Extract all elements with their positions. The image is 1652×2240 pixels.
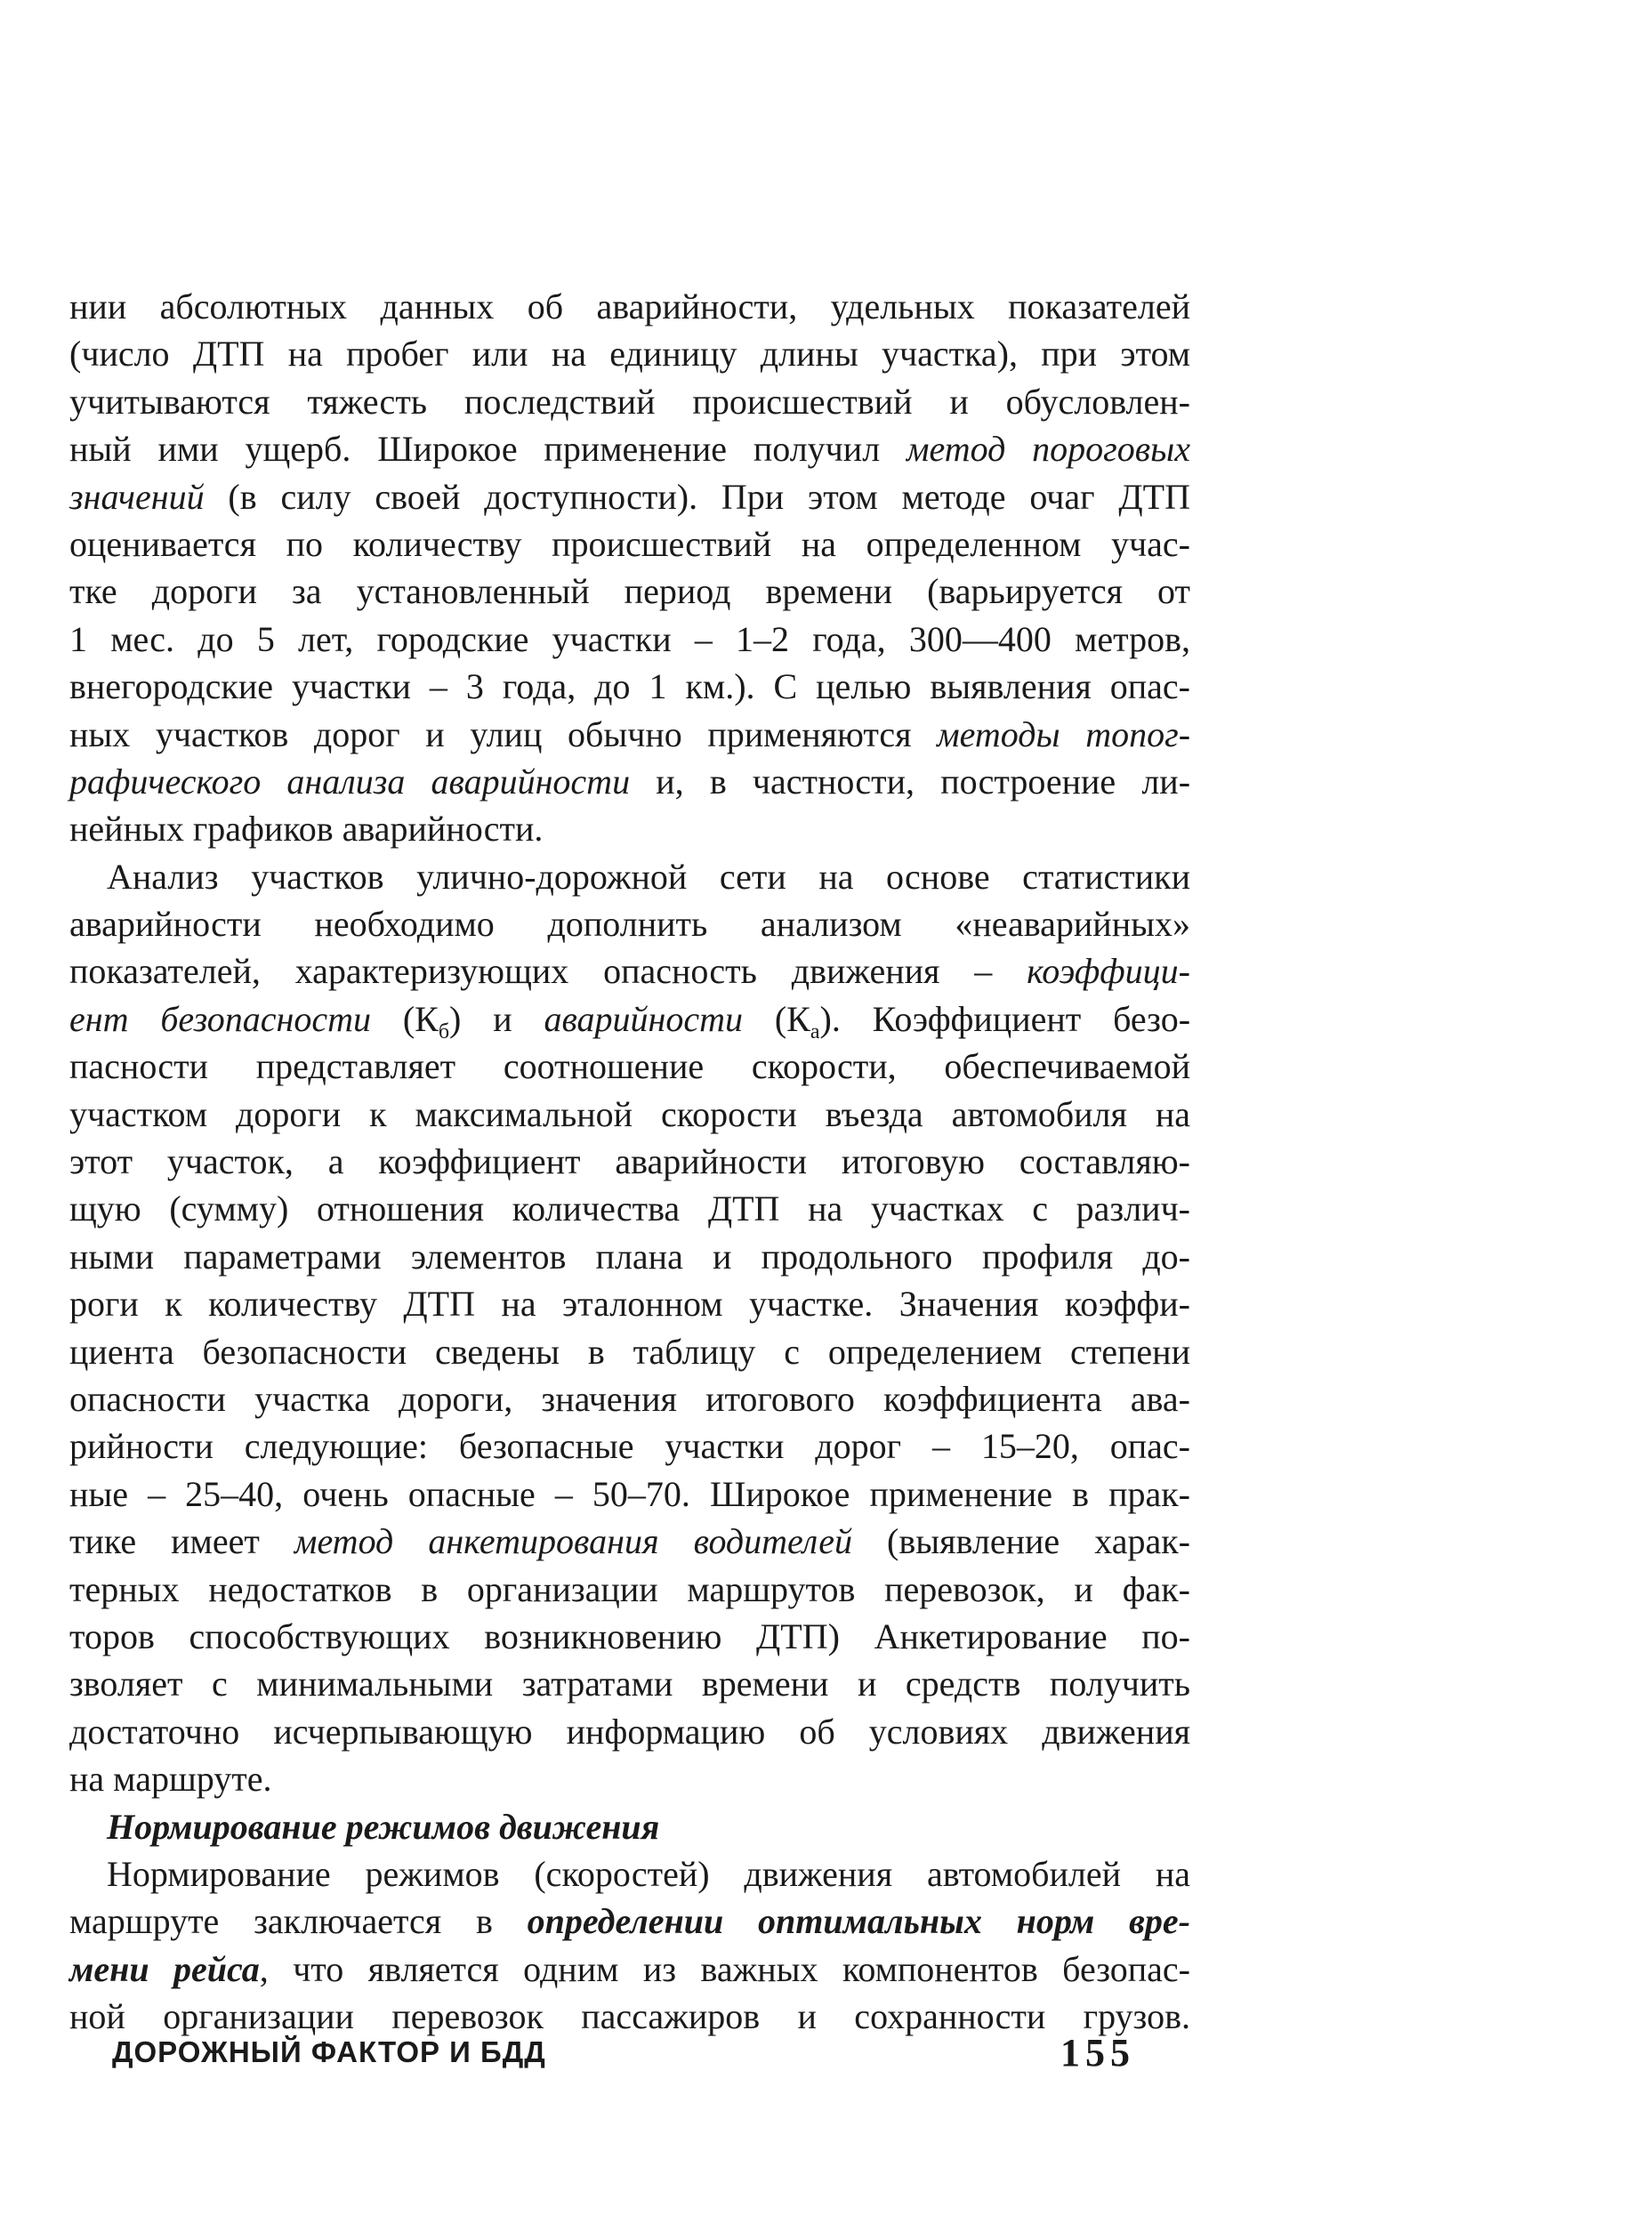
italic-term: ент безопасности [69,998,371,1039]
text-line: оценивается по количеству происшествий на определенном учас- [69,523,1190,564]
text-run: ных участков дорог и улиц обычно применяются [69,713,938,754]
text-line: участком дороги к максимальной скорости въезда автомобиля на [69,1093,1190,1134]
text-line: (число ДТП на пробег или на единицу длины участка), при этом [69,334,1190,375]
paragraph-2 [69,853,1190,1803]
text-line: ной организации перевозок пассажиров и сохранности грузов. [69,1996,1190,2037]
text-line: опасности участка дороги, значения итогового коэффициента ава- [69,1378,1190,1419]
text-line: учитываются тяжесть последствий происшествий и обусловлен- [69,381,1190,422]
page-number: 155 [1060,2031,1135,2075]
italic-term: методы топог- [937,713,1191,754]
text-line [69,711,1190,758]
text-line: этот участок, а коэффициент аварийности итоговую составляю- [69,1141,1190,1182]
italic-term: аварийности [544,998,744,1039]
italic-term: метод анкетирования водителей [294,1521,852,1562]
text-run: ). Коэффициент безо- [819,998,1191,1039]
bold-italic-term: определении оптимальных норм вре- [527,1901,1190,1942]
text-line: терных недостатков в организации маршрутов перевозок, и фак- [69,1568,1190,1609]
bold-italic-term: мени рейса [69,1948,260,1989]
text-line: щую (сумму) отношения количества ДТП на участках с различ- [69,1188,1190,1229]
subscript: а [810,1019,820,1043]
text-line [69,1898,1190,1945]
text-run: (К [370,998,439,1039]
text-line: достаточно исчерпывающую информацию об условиях движения [69,1711,1190,1752]
text-run: (в силу своей доступности). При этом методе очаг ДТП [204,476,1190,517]
text-run: (выявление харак- [851,1521,1190,1562]
text-run: (К [743,998,810,1039]
text-line: 1 мес. до 5 лет, городские участки – 1–2 года, 300—400 метров, [69,618,1190,659]
text-run: показателей, характеризующих опасность движения – [69,951,1027,992]
body-text [69,283,1190,2040]
italic-term: значений [69,476,205,517]
text-line: циента безопасности сведены в таблицу с определением степени [69,1331,1190,1372]
italic-term: коэффици- [1027,951,1190,992]
text-line [69,425,1190,472]
text-line [69,758,1190,805]
text-run: ный ими ущерб. Широкое применение получил [69,429,907,470]
text-line: роги к количеству ДТП на эталонном участке. Значения коэффи- [69,1284,1190,1325]
text-line: тке дороги за установленный период времени (варьируется от [69,571,1190,612]
text-line: Нормирование режимов (скоростей) движения автомобилей на [107,1853,1190,1894]
text-run: ) и [449,998,544,1039]
text-line [69,947,1190,995]
text-run: тике имеет [69,1521,294,1562]
text-line [69,1518,1190,1565]
section-heading: Нормирование режимов движения [107,1806,660,1847]
text-run: маршруте заключается в [69,1901,528,1942]
text-run: и, в частности, построение ли- [630,761,1191,802]
paragraph-3 [69,1850,1190,2041]
italic-term: метод пороговых [907,429,1190,470]
text-line: ными параметрами элементов плана и продольного профиля до- [69,1236,1190,1277]
text-line: пасности представляет соотношение скорости, обеспечиваемой [69,1046,1190,1087]
text-line: нейных графиков аварийности. [69,809,544,850]
text-line [69,473,1190,520]
text-line: торов способствующих возникновению ДТП) Анкетирование по- [69,1616,1190,1656]
subscript: б [438,1019,450,1043]
text-line: ные – 25–40, очень опасные – 50–70. Широкое применение в прак- [69,1473,1190,1514]
running-footer-title: ДОРОЖНЫЙ ФАКТОР И БДД [112,2035,546,2068]
text-line: аварийности необходимо дополнить анализом «неаварийных» [69,904,1190,945]
text-run: , что является одним из важных компонентов безопас- [259,1948,1191,1989]
text-line: нии абсолютных данных об аварийности, удельных показателей [69,286,1190,326]
text-line: Анализ участков улично-дорожной сети на основе статистики [107,856,1190,897]
text-line: рийности следующие: безопасные участки дорог – 15–20, опас- [69,1426,1190,1467]
page-footer [112,2031,1135,2080]
italic-term: рафического анализа аварийности [69,761,631,802]
text-line [69,995,1190,1043]
text-line [69,1946,1190,1993]
text-line: на маршруте. [69,1759,272,1800]
text-line: внегородские участки – 3 года, до 1 км.). С целью выявления опас- [69,666,1190,707]
paragraph-1 [69,283,1190,853]
text-line: зволяет с минимальными затратами времени и средств получить [69,1664,1190,1704]
